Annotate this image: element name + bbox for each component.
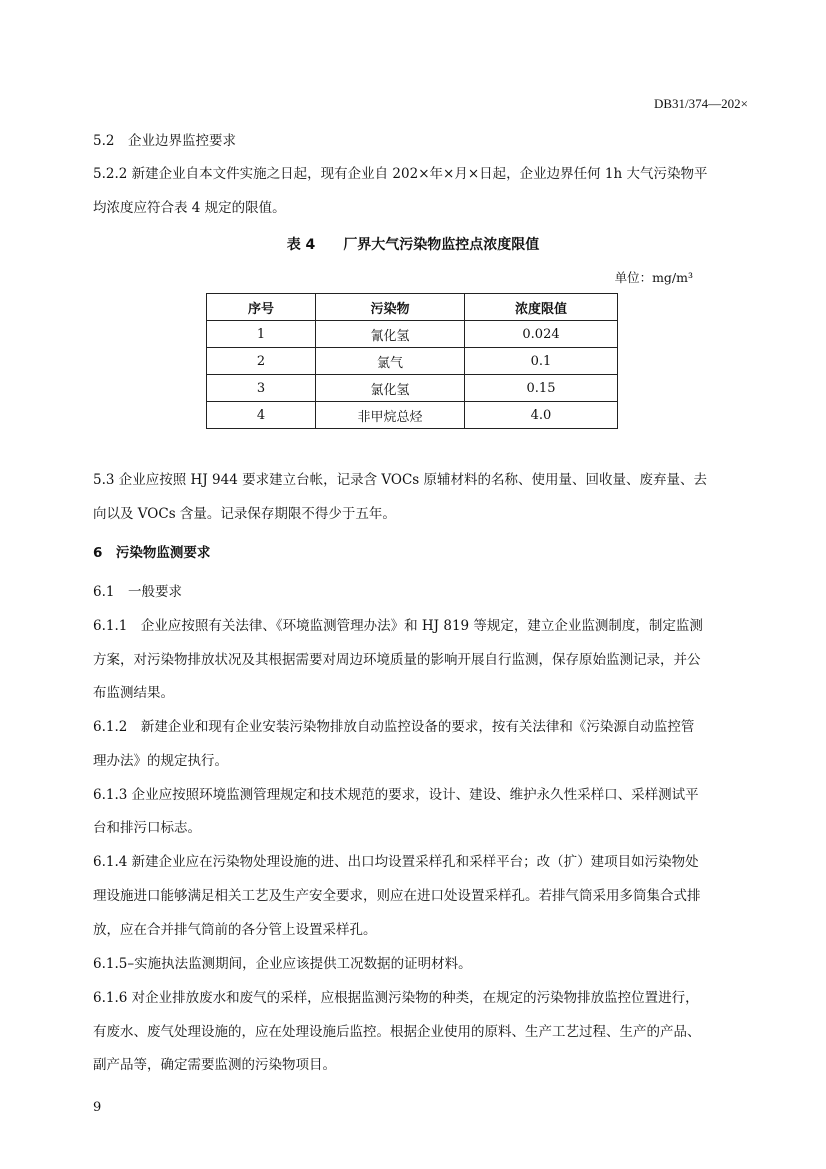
table-row [207, 402, 618, 429]
column-header: 序号 [207, 294, 316, 321]
clause-6-1-4-line-1: 6.1.4 新建企业应在污染物处理设施的进、出口均设置采样孔和采样平台；改（扩）建项目如污染物处 [93, 854, 699, 870]
table-cell: 氰化氢 [316, 321, 465, 348]
table-title: 厂界大气污染物监控点浓度限值 [343, 237, 540, 253]
clause-6-1-3-line-1: 6.1.3 企业应按照环境监测管理规定和技术规范的要求，设计、建设、维护永久性采样口、采样测试平 [93, 787, 699, 803]
table-unit: 单位：mg/m³ [614, 270, 693, 285]
table-cell: 氯化氢 [316, 375, 465, 402]
clause-6-1-6-line-2: 有废水、废气处理设施的，应在处理设施后监控。根据企业使用的原料、生产工艺过程、生产的产品、 [93, 1024, 701, 1040]
clause-6-1-1-line-1: 6.1.1 企业应按照有关法律、《环境监测管理办法》和 HJ 819 等规定，建立企业监测制度，制定监测 [93, 618, 703, 634]
clause-6-1-1-line-2: 方案，对污染物排放状况及其根据需要对周边环境质量的影响开展自行监测，保存原始监测记录，并公 [93, 652, 701, 668]
clause-6-1-1-line-3: 布监测结果。 [93, 685, 174, 701]
table-cell: 2 [207, 348, 316, 375]
table-cell: 0.1 [465, 348, 618, 375]
document-code: DB31/374—202× [653, 96, 748, 111]
clause-6-1-3-line-2: 台和排污口标志。 [93, 820, 201, 836]
table-row [207, 348, 618, 375]
table-cell: 4.0 [465, 402, 618, 429]
table-row [207, 375, 618, 402]
clause-6-1-6-line-3: 副产品等，确定需要监测的污染物项目。 [93, 1057, 336, 1073]
clause-5-2-2-line-2: 均浓度应符合表 4 规定的限值。 [93, 200, 286, 216]
clause-5-2-2-line-1: 5.2.2 新建企业自本文件实施之日起，现有企业自 202×年×月×日起，企业边界任何 1h 大气污染物平 [93, 166, 708, 182]
clause-6-1-6-line-1: 6.1.6 对企业排放废水和废气的采样，应根据监测污染物的种类，在规定的污染物排放监控位置进行， [93, 990, 699, 1006]
table-caption [0, 234, 826, 254]
subsection-heading-6-1: 6.1 一般要求 [93, 584, 182, 600]
table-cell: 4 [207, 402, 316, 429]
column-header: 污染物 [316, 294, 465, 321]
clause-6-1-2-line-2: 理办法》的规定执行。 [93, 753, 228, 769]
clause-6-1-5: 6.1.5–实施执法监测期间，企业应该提供工况数据的证明材料。 [93, 956, 472, 972]
table-cell: 非甲烷总烃 [316, 402, 465, 429]
table-row [207, 321, 618, 348]
table-cell: 1 [207, 321, 316, 348]
section-heading-6: 6 污染物监测要求 [93, 545, 211, 561]
clause-6-1-2-line-1: 6.1.2 新建企业和现有企业安装污染物排放自动监控设备的要求，按有关法律和《污染源自动监控管 [93, 719, 695, 735]
table-cell: 0.024 [465, 321, 618, 348]
table-header-row [207, 294, 618, 321]
table-cell: 0.15 [465, 375, 618, 402]
clause-5-3-line-2: 向以及 VOCs 含量。记录保存期限不得少于五年。 [93, 506, 396, 522]
section-heading-5-2: 5.2 企业边界监控要求 [93, 133, 236, 149]
table-cell: 3 [207, 375, 316, 402]
limits-table [206, 293, 618, 429]
clause-6-1-4-line-3: 放，应在合并排气筒前的各分管上设置采样孔。 [93, 922, 377, 938]
column-header: 浓度限值 [465, 294, 618, 321]
clause-5-3-line-1: 5.3 企业应按照 HJ 944 要求建立台帐，记录含 VOCs 原辅材料的名称、使用量、回收量、废弃量、去 [93, 472, 708, 488]
clause-6-1-4-line-2: 理设施进口能够满足相关工艺及生产安全要求，则应在进口处设置采样孔。若排气筒采用多筒集合式排 [93, 888, 701, 904]
table-number: 表 4 [286, 237, 316, 253]
table-cell: 氯气 [316, 348, 465, 375]
page-number: 9 [93, 1100, 102, 1115]
